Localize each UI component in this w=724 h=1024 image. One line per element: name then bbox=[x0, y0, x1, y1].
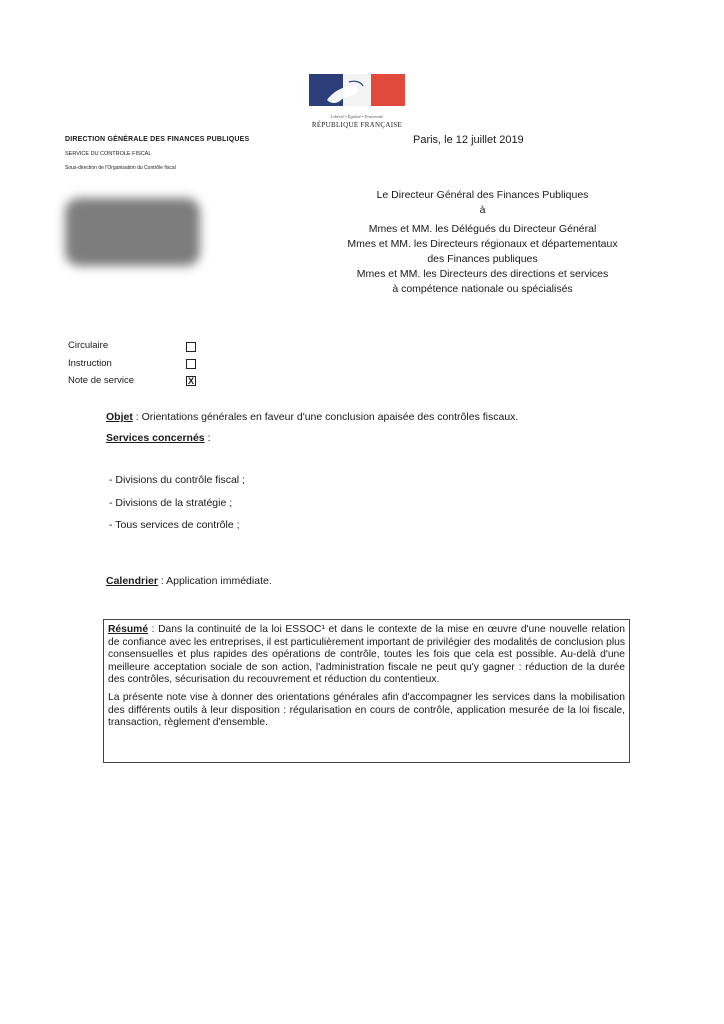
service-item: - Divisions de la stratégie ; bbox=[109, 497, 233, 509]
logo-motto: Liberté • Égalité • Fraternité bbox=[330, 114, 384, 119]
calendrier-line bbox=[106, 575, 272, 587]
resume-paragraph bbox=[108, 624, 625, 687]
to-line: à bbox=[479, 204, 486, 216]
marianne-emblem-icon bbox=[309, 74, 405, 114]
resume-paragraph-2: La présente note vise à donner des orientations générales afin d'accompagner les services dans la mobilisation des différents outils à leur disposition : régularisation en cours de contrôle, application mesurée de la loi fiscale, transaction, règlement d'ensemble. bbox=[108, 691, 625, 729]
direction-title: DIRECTION GÉNÉRALE DES FINANCES PUBLIQUES bbox=[65, 136, 250, 143]
objet-line bbox=[106, 411, 518, 423]
recipient-line: Mmes et MM. les Directeurs régionaux et départementaux bbox=[347, 238, 618, 250]
logo-republique: RÉPUBLIQUE FRANÇAISE bbox=[311, 121, 403, 129]
sender-line: Le Directeur Général des Finances Publiques bbox=[376, 189, 589, 201]
marianne-logo bbox=[309, 74, 405, 134]
recipient-line: Mmes et MM. les Délégués du Directeur Général bbox=[368, 223, 597, 235]
doc-type-checkbox-note-de-service[interactable]: X bbox=[187, 376, 194, 386]
calendrier-label: Calendrier bbox=[106, 575, 158, 587]
objet-text: : Orientations générales en faveur d'une conclusion apaisée des contrôles fiscaux. bbox=[132, 411, 519, 423]
services-suffix: : bbox=[204, 432, 211, 444]
recipient-line: à compétence nationale ou spécialisés bbox=[392, 283, 573, 295]
resume-label: Résumé bbox=[108, 624, 149, 635]
doc-type-checkbox-circulaire[interactable] bbox=[186, 342, 196, 352]
redacted-address-block bbox=[65, 198, 200, 266]
recipients-block bbox=[300, 188, 665, 297]
service-name: SERVICE DU CONTROLE FISCAL bbox=[65, 151, 152, 157]
resume-box bbox=[103, 619, 630, 763]
services-heading bbox=[106, 432, 211, 444]
sous-direction: Sous-direction de l'Organisation du Contrôle fiscal bbox=[65, 165, 176, 171]
objet-label: Objet bbox=[106, 411, 133, 423]
doc-type-checkbox-instruction[interactable] bbox=[186, 359, 196, 369]
service-item: - Tous services de contrôle ; bbox=[109, 519, 240, 531]
service-item: - Divisions du contrôle fiscal ; bbox=[109, 474, 245, 486]
recipient-line: Mmes et MM. les Directeurs des directions et services bbox=[356, 268, 609, 280]
doc-type-label: Note de service bbox=[68, 375, 135, 386]
doc-type-label: Circulaire bbox=[68, 340, 109, 351]
recipient-line: des Finances publiques bbox=[427, 253, 538, 265]
services-label: Services concernés bbox=[106, 432, 205, 444]
resume-text: : Dans la continuité de la loi ESSOC¹ et dans le contexte de la mise en œuvre d'une nouvelle relation de confiance avec les entreprises, il est particulièrement important de privilégier des modalités de conclusion plus consensuelles et plus rapides des opérations de contrôle, toutes les fois que cela est possible. Au-delà d'une meilleure acceptation sociale de son action, l'administration fiscale ne peut qu'y gagner : réduction de la durée des contrôles, sécurisation du recouvrement et réduction du contentieux. bbox=[108, 624, 625, 686]
calendrier-text: : Application immédiate. bbox=[157, 575, 272, 587]
date-line: Paris, le 12 juillet 2019 bbox=[413, 134, 524, 146]
doc-type-label: Instruction bbox=[68, 358, 112, 369]
